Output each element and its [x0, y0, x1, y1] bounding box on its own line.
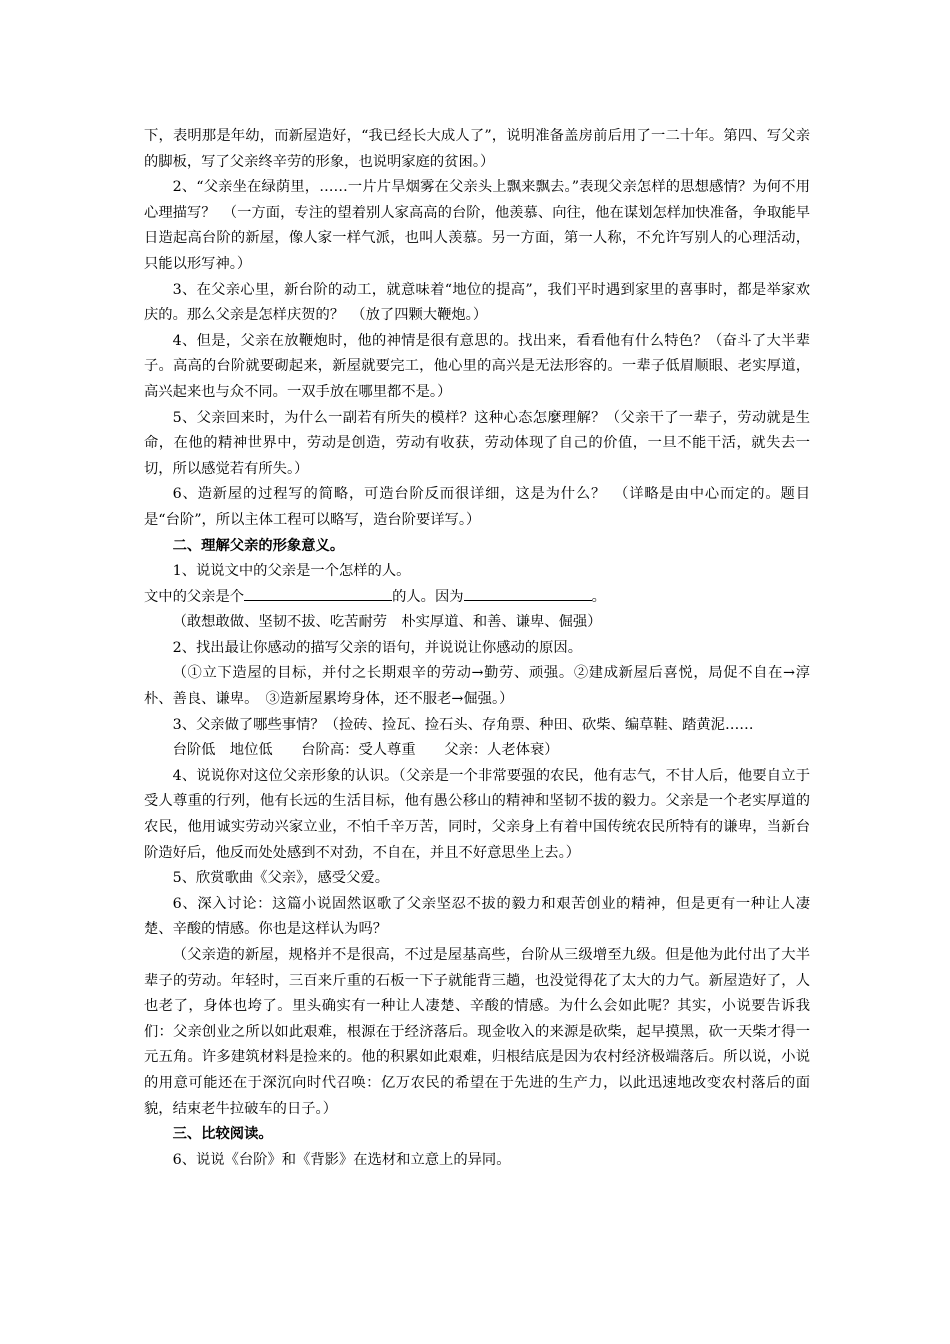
fill-text-a: 文中的父亲是个	[144, 588, 245, 605]
section2-answer-3: 台阶低 地位低 台阶高：受人尊重 父亲：人老体衰）	[172, 742, 559, 759]
section2-answer-2: （①立下造屋的目标，并付之长期艰辛的劳动→勤劳、顽强。②建成新屋后喜悦，局促不自在→淳朴、善良、谦卑。 ③造新屋累垮身体，还不服老→倔强。）	[144, 665, 810, 708]
section2-question-3: 3、父亲做了哪些事情？（捡砖、捡瓦、捡石头、存角票、种田、砍柴、编草鞋、踏黄泥……	[172, 716, 754, 733]
section2-question-6: 6、深入讨论：这篇小说固然讴歌了父亲坚忍不拔的毅力和艰苦创业的精神，但是更有一种让人凄楚、辛酸的情感。你也是这样认为吗？	[144, 895, 810, 938]
section2-question-5: 5、欣赏歌曲《父亲》，感受父爱。	[172, 870, 389, 887]
section2-answer-6: （父亲造的新屋，规格并不是很高，不过是屋基高些，台阶从三级增至九级。但是他为此付出了大半辈子的劳动。年轻时，三百来斤重的石板一下子就能背三趟，也没觉得花了太大的力气。新屋造好了，人也老了，身体也垮了。里头确实有一种让人凄楚、辛酸的情感。为什么会如此呢？其实，小说要告诉我们：父亲创业之所以如此艰难，根源在于经济落后。现金收入的来源是砍柴，起早摸黑，砍一天柴才得一元五角。许多建筑材料是捡来的。他的积累如此艰难，归根结底是因为农村经济极端落后。所以说，小说的用意可能还在于深沉向时代召唤：亿万农民的希望在于先进的生产力，以此迅速地改变农村落后的面貌，结束老牛拉破车的日子。）	[144, 947, 810, 1117]
section3-question-6: 6、说说《台阶》和《背影》在选材和立意上的异同。	[172, 1151, 511, 1168]
blank-2	[464, 586, 592, 601]
question-6: 6、造新屋的过程写的简略，可造台阶反而很详细，这是为什么？ （详略是由中心而定的。题目是“台阶”，所以主体工程可以略写，造台阶要详写。）	[144, 486, 810, 528]
section2-question-1: 1、说说文中的父亲是一个怎样的人。	[172, 563, 411, 580]
section2-question-2: 2、找出最让你感动的描写父亲的语句，并说说让你感动的原因。	[172, 639, 582, 656]
section2-question-4: 4、说说你对这位父亲形象的认识。（父亲是一个非常要强的农民，他有志气，不甘人后，他要自立于受人尊重的行列，他有长远的生活目标，他有愚公移山的精神和坚韧不拔的毅力。父亲是一个老实厚道的农民，他用诚实劳动兴家立业，不怕千辛万苦，同时，父亲身上有着中国传统农民所特有的谦卑，当新台阶造好后，他反而处处感到不对劲，不自在，并且不好意思坐上去。）	[144, 767, 810, 861]
section-heading-3: 三、比较阅读。	[172, 1126, 273, 1143]
document-page	[144, 124, 810, 1173]
question-2: 2、“父亲坐在绿荫里，……一片片旱烟雾在父亲头上飘来飘去。”表现父亲怎样的思想感情？为何不用心理描写？ （一方面，专注的望着别人家高高的台阶，他羡慕、向往，他在谋划怎样加快准备，争取能早日造起高台阶的新屋，像人家一样气派，也叫人羡慕。另一方面，第一人称，不允许写别人的心理活动，只能以形写神。）	[144, 179, 810, 272]
fill-in-blank-line	[144, 585, 810, 611]
blank-1	[244, 586, 392, 601]
question-3: 3、在父亲心里，新台阶的动工，就意味着“地位的提高”，我们平时遇到家里的喜事时，都是举家欢庆的。那么父亲是怎样庆贺的？ （放了四颗大鞭炮。）	[144, 281, 810, 324]
fill-text-b: 的人。因为	[392, 588, 464, 605]
question-4: 4、但是，父亲在放鞭炮时，他的神情是很有意思的。找出来，看看他有什么特色？（奋斗了大半辈子。高高的台阶就要砌起来，新屋就要完工，他心里的高兴是无法形容的。一辈子低眉顺眼、老实厚道，高兴起来也与众不同。一双手放在哪里都不是。）	[144, 332, 810, 400]
section-heading-2: 二、理解父亲的形象意义。	[172, 537, 345, 554]
section2-answer-1: （敢想敢做、坚韧不拔、吃苦耐劳 朴实厚道、和善、谦卑、倔强）	[172, 614, 602, 631]
fill-text-c: 。	[591, 588, 606, 605]
paragraph-continuation: 下，表明那是年幼，而新屋造好，“我已经长大成人了”，说明准备盖房前后用了一二十年。第四、写父亲的脚板，写了父亲终辛劳的形象，也说明家庭的贫困。）	[144, 128, 810, 170]
question-5: 5、父亲回来时，为什么一副若有所失的模样？这种心态怎麼理解？（父亲干了一辈子，劳动就是生命，在他的精神世界中，劳动是创造，劳动有收获，劳动体现了自己的价值，一旦不能干活，就失去一切，所以感觉若有所失。）	[144, 409, 810, 477]
